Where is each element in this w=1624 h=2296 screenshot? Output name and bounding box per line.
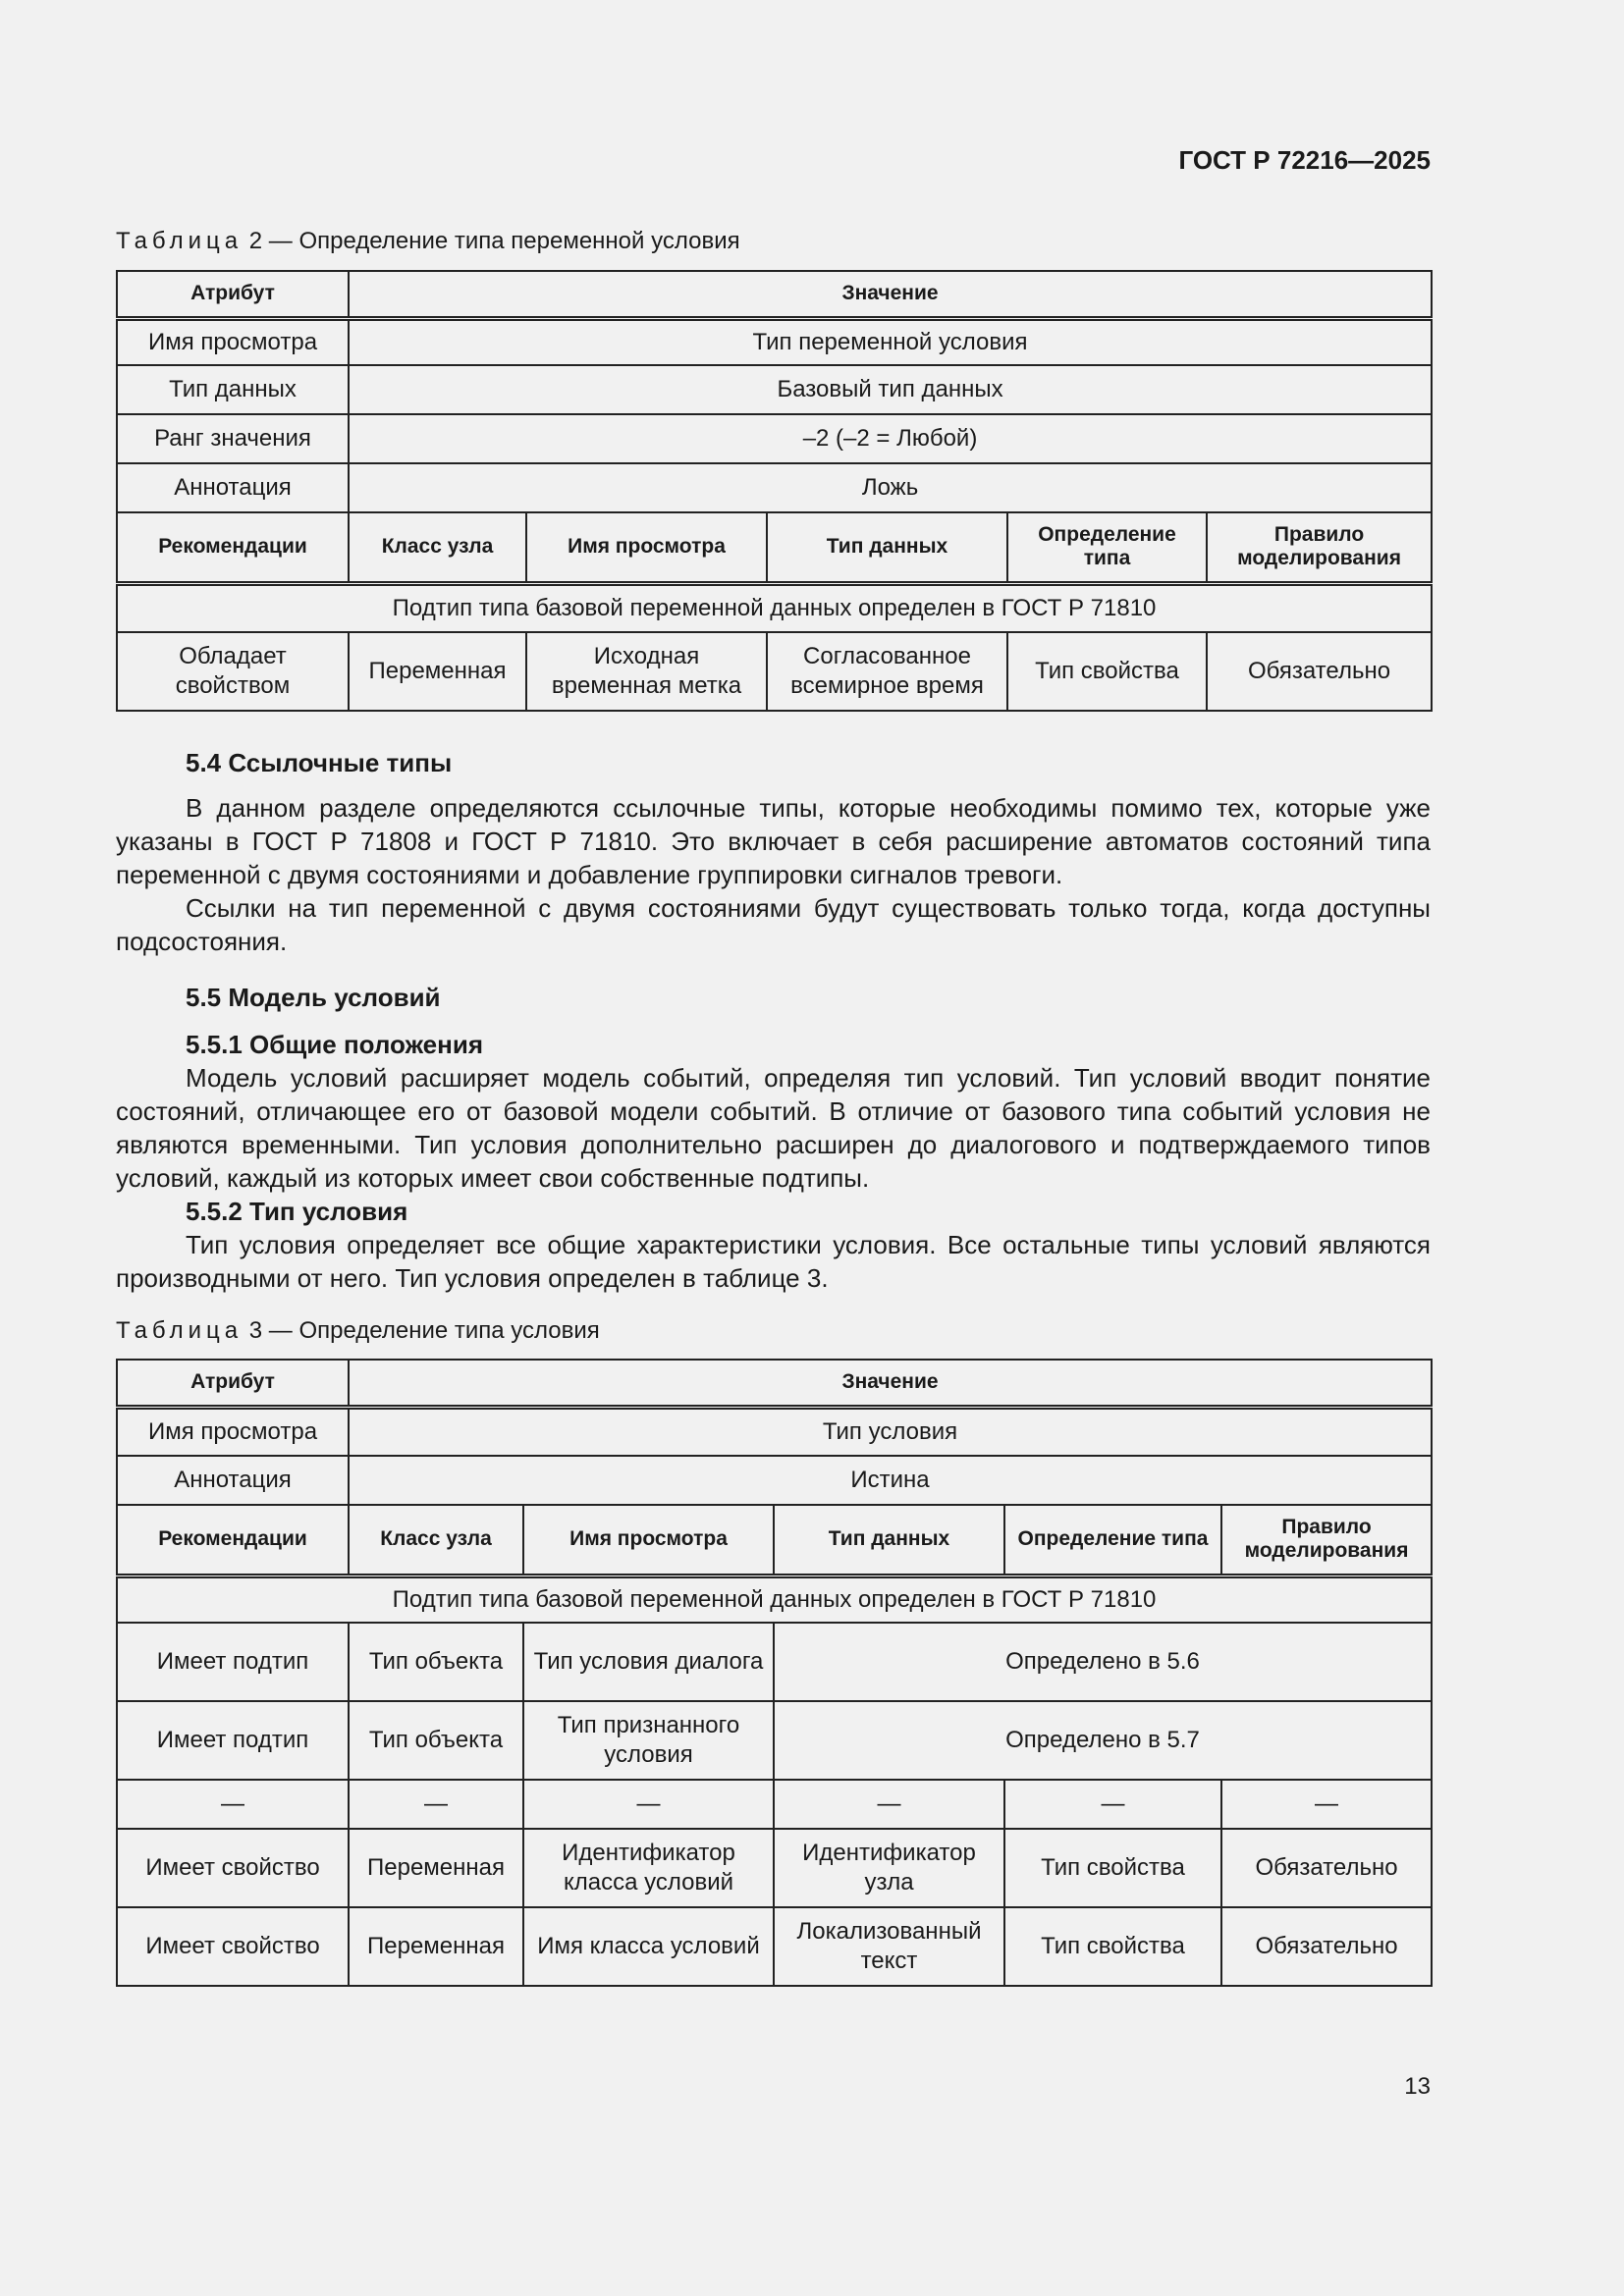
table2-ref-header-row	[117, 512, 1432, 583]
table2-caption	[116, 228, 740, 255]
table-cell: —	[1221, 1780, 1432, 1829]
table-row	[117, 318, 1432, 365]
table3-caption-text: 3 — Определение типа условия	[248, 1317, 600, 1344]
table-cell: Имеет свойство	[117, 1907, 349, 1986]
table-cell: Тип условия диалога	[523, 1623, 774, 1701]
table-row	[117, 365, 1432, 414]
paragraph: Модель условий расширяет модель событий, определяя тип условий. Тип условий вводит понятие состояний, отличающее его от базовой модели событий. В отличие от базового типа событий условия не являются временными. Тип условия дополнительно расширен до диалогового и подтверждаемого типов условий, каждый из которых имеет свои собственные подтипы.	[116, 1063, 1431, 1193]
ref-header: Рекомендации	[117, 1505, 349, 1575]
table-cell: Локализованный текст	[774, 1907, 1004, 1986]
table-cell: —	[349, 1780, 523, 1829]
table-cell: —	[1004, 1780, 1221, 1829]
table2-caption-text: 2 — Определение типа переменной условия	[248, 228, 740, 254]
table3	[116, 1359, 1433, 1987]
ref-header: Определение типа	[1004, 1505, 1221, 1575]
table3-caption-word: Таблица	[116, 1317, 244, 1344]
table-row	[117, 1407, 1432, 1456]
table-row	[117, 632, 1432, 711]
table-cell: Тип свойства	[1007, 632, 1207, 711]
table-cell: Идентификатор класса условий	[523, 1829, 774, 1907]
table-cell: Переменная	[349, 632, 526, 711]
table-row	[117, 1575, 1432, 1623]
table-cell: Переменная	[349, 1829, 523, 1907]
paragraph: Ссылки на тип переменной с двумя состояниями будут существовать только тогда, когда доступны подсостояния.	[116, 893, 1431, 956]
table-cell: Имеет подтип	[117, 1623, 349, 1701]
table-row	[117, 1456, 1432, 1505]
table-cell: Идентификатор узла	[774, 1829, 1004, 1907]
page-number: 13	[1404, 2073, 1431, 2100]
section-5-5	[116, 981, 1431, 1295]
attr-value: –2 (–2 = Любой)	[349, 414, 1432, 463]
table-row	[117, 463, 1432, 512]
attr-name: Имя просмотра	[117, 318, 349, 365]
table2-header-row	[117, 271, 1432, 318]
subtype-note: Подтип типа базовой переменной данных определен в ГОСТ Р 71810	[117, 1575, 1432, 1623]
table-cell: Переменная	[349, 1907, 523, 1986]
paragraph: В данном разделе определяются ссылочные типы, которые необходимы помимо тех, которые уже указаны в ГОСТ Р 71808 и ГОСТ Р 71810. Это включает в себя расширение автоматов состояний типа переменной с двумя состояниями и добавление группировки сигналов тревоги.	[116, 793, 1431, 889]
table-cell: —	[523, 1780, 774, 1829]
table-cell: Обязательно	[1221, 1829, 1432, 1907]
document-id: ГОСТ Р 72216—2025	[1178, 145, 1431, 175]
attr-name: Аннотация	[117, 463, 349, 512]
table2-col-value: Значение	[349, 271, 1432, 318]
table2	[116, 270, 1433, 712]
ref-header: Класс узла	[349, 512, 526, 583]
table2-col-attr: Атрибут	[117, 271, 349, 318]
table-cell: Обязательно	[1221, 1907, 1432, 1986]
table-cell: Тип признанного условия	[523, 1701, 774, 1780]
subtype-note: Подтип типа базовой переменной данных определен в ГОСТ Р 71810	[117, 583, 1432, 632]
table-cell: Обладает свойством	[117, 632, 349, 711]
attr-value: Тип переменной условия	[349, 318, 1432, 365]
attr-value: Тип условия	[349, 1407, 1432, 1456]
table3-col-value: Значение	[349, 1360, 1432, 1407]
paragraph: Тип условия определяет все общие характеристики условия. Все остальные типы условий являются производными от него. Тип условия определен в таблице 3.	[116, 1230, 1431, 1293]
table-cell: Тип свойства	[1004, 1907, 1221, 1986]
attr-value: Ложь	[349, 463, 1432, 512]
ref-header: Правило моделирования	[1221, 1505, 1432, 1575]
table3-caption	[116, 1317, 600, 1345]
table-row	[117, 1701, 1432, 1780]
section-heading: 5.5 Модель условий	[186, 983, 441, 1012]
table-cell: —	[117, 1780, 349, 1829]
ref-header: Правило моделирования	[1207, 512, 1432, 583]
attr-name: Тип данных	[117, 365, 349, 414]
subsection-heading: 5.5.1 Общие положения	[186, 1030, 483, 1059]
ref-header: Имя просмотра	[523, 1505, 774, 1575]
ref-header: Определение типа	[1007, 512, 1207, 583]
ref-header: Имя просмотра	[526, 512, 767, 583]
subsection-heading: 5.5.2 Тип условия	[186, 1197, 408, 1226]
table-row	[117, 583, 1432, 632]
table2-caption-word: Таблица	[116, 228, 244, 254]
table-cell: Тип объекта	[349, 1701, 523, 1780]
table-cell: Тип объекта	[349, 1623, 523, 1701]
attr-value: Базовый тип данных	[349, 365, 1432, 414]
attr-name: Ранг значения	[117, 414, 349, 463]
attr-name: Аннотация	[117, 1456, 349, 1505]
table-row	[117, 1829, 1432, 1907]
table-cell: Имеет подтип	[117, 1701, 349, 1780]
table-cell: Исходная временная метка	[526, 632, 767, 711]
table-row	[117, 1623, 1432, 1701]
table-cell: Обязательно	[1207, 632, 1432, 711]
table-cell: Имя класса условий	[523, 1907, 774, 1986]
table-row	[117, 414, 1432, 463]
table-cell: —	[774, 1780, 1004, 1829]
table-cell: Определено в 5.6	[774, 1623, 1432, 1701]
table-cell: Тип свойства	[1004, 1829, 1221, 1907]
ref-header: Класс узла	[349, 1505, 523, 1575]
table3-ref-header-row	[117, 1505, 1432, 1575]
section-heading: 5.4 Ссылочные типы	[186, 748, 453, 777]
ref-header: Тип данных	[774, 1505, 1004, 1575]
table-cell: Определено в 5.7	[774, 1701, 1432, 1780]
table3-col-attr: Атрибут	[117, 1360, 349, 1407]
table-cell: Согласованное всемирное время	[767, 632, 1007, 711]
ref-header: Рекомендации	[117, 512, 349, 583]
attr-value: Истина	[349, 1456, 1432, 1505]
table-cell: Имеет свойство	[117, 1829, 349, 1907]
table3-header-row	[117, 1360, 1432, 1407]
ref-header: Тип данных	[767, 512, 1007, 583]
attr-name: Имя просмотра	[117, 1407, 349, 1456]
section-5-4	[116, 746, 1431, 958]
table-row	[117, 1780, 1432, 1829]
table-row	[117, 1907, 1432, 1986]
